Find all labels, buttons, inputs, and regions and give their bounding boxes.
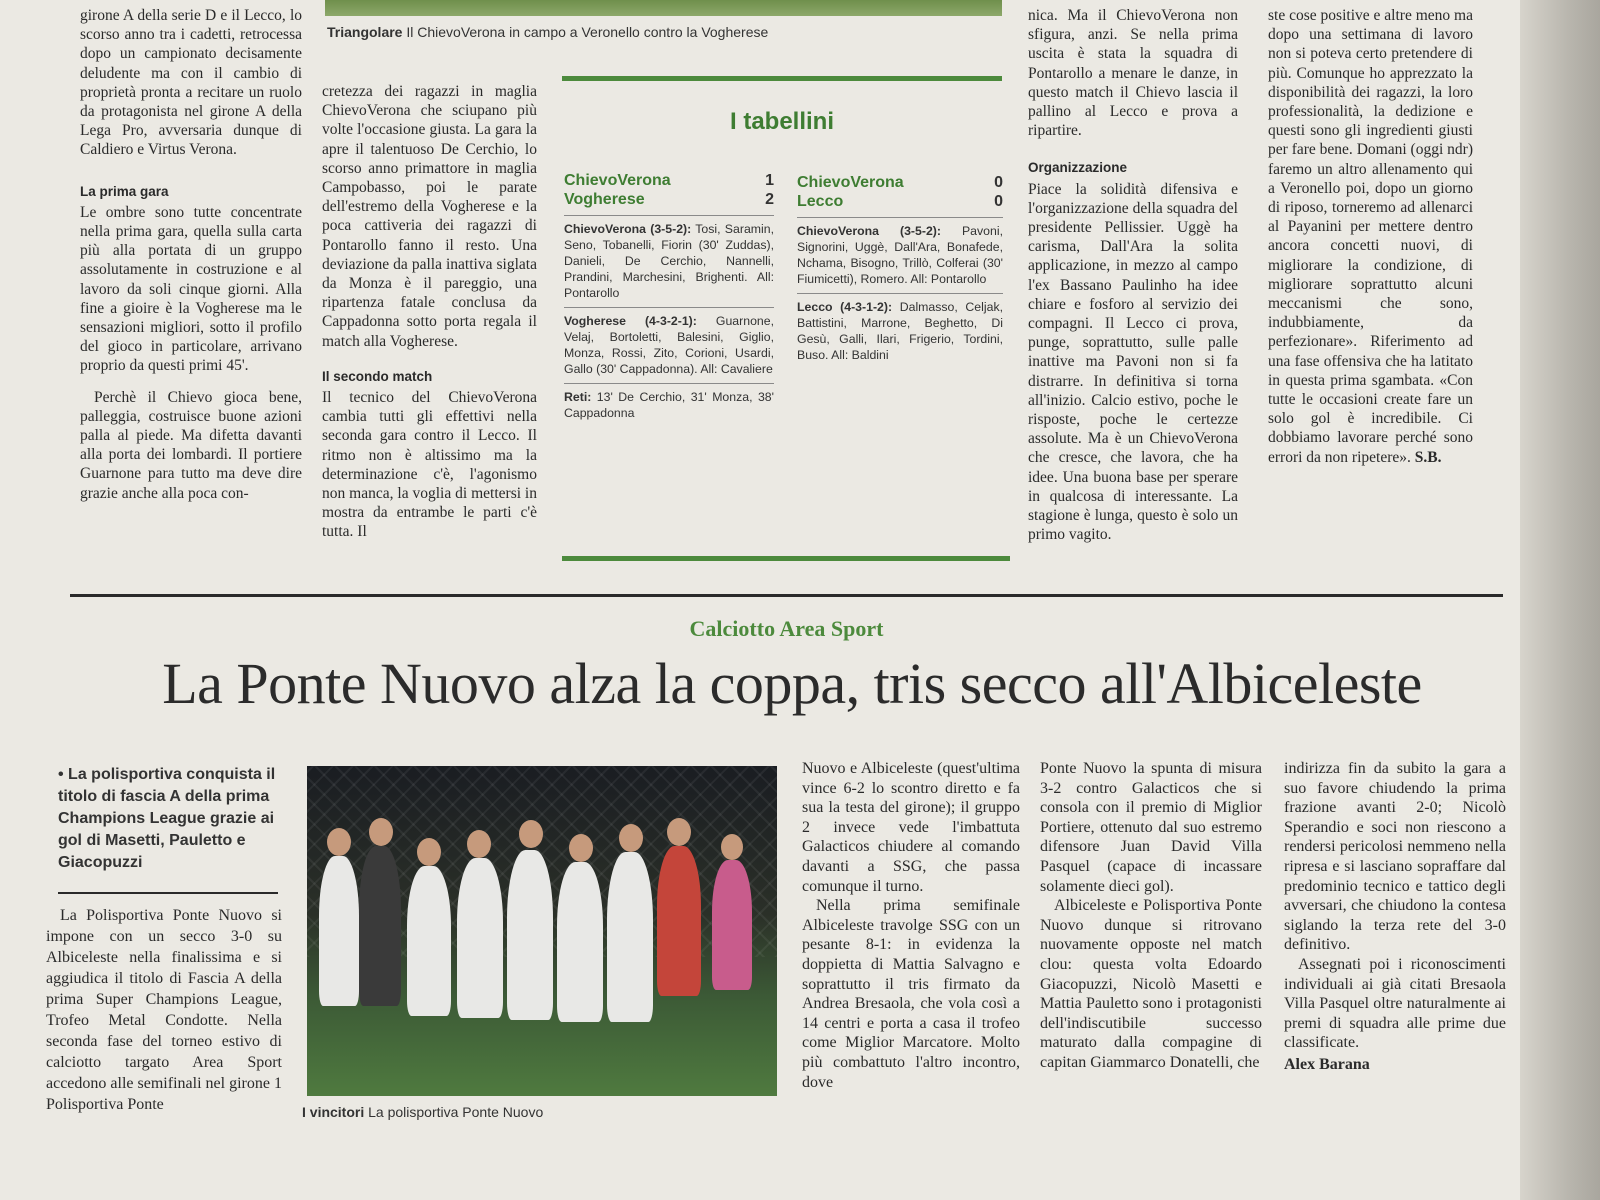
article-body-4b: Assegnati poi i riconoscimenti individuali ai già citati Bresaola Villa Pasquel oltre naturalmente ai premi di squadra alle prime due classificate. [1284,955,1506,1052]
match2-score2: 0 [994,193,1003,210]
photo-player [319,856,359,1006]
photo-player [607,852,653,1022]
article-body-2b: Nella prima semifinale Albiceleste travolge SSG con un pesante 8-1: in evidenza la doppietta di Mattia Salvagno e soprattutto il tris firmato da Andrea Bresaola, che vola così a 14 centri e porta a casa il trofeo come Miglior Marcatore. Molto più combattuto l'altro incontro, dove [802,897,1020,1091]
article-column-3 [1028,6,1238,544]
match2-lineup-2-label: Lecco (4-3-1-2): [797,300,893,314]
article-body-1: La Polisportiva Ponte Nuovo si impone con un secco 3-0 su Albiceleste nella finalissima e si aggiudica il titolo di Fascia A della prima Super Champions League, Trofeo Metal Condotte. Nella seconda fase del torneo estivo di calciotto targato Area Sport accedono alle semifinali nel girone 1 Polisportiva Ponte [46,907,282,1113]
team-photo [307,766,777,1096]
tabellini-match-2 [797,173,1003,363]
tabellini-top-rule [562,76,1002,81]
top-photo-caption [327,24,768,40]
match1-lineup-1-label: ChievoVerona (3-5-2): [564,222,692,236]
tabellini-divider [797,293,1003,294]
match1-team1: ChievoVerona [564,172,671,189]
match1-lineup-2-label: Vogherese (4-3-2-1): [564,314,697,328]
match2-score-row-2 [797,192,1003,211]
col2-subhead: Il secondo match [322,368,433,384]
tabellini-bottom-rule [562,556,1010,561]
col4-signature: S.B. [1414,448,1442,466]
article-lead: • La polisportiva conquista il titolo di fascia A della prima Champions League grazie ai gol di Masetti, Pauletto e Giacopuzzi [58,766,276,871]
page-edge-shadow [1520,0,1600,1200]
match1-goals-label: Reti: [564,390,592,404]
match2-lineup-2-text: Dalmasso, Celjak, Battistini, Marrone, Beghetto, Di Gesù, Galli, Ilari, Frigerio, Tordini, Buso. All: Baldini [797,300,1004,362]
photo-player [457,858,503,1018]
match2-score-row-1 [797,173,1003,192]
photo-player-head [667,818,691,846]
article-body-column-1 [46,905,282,1115]
photo-player-head [619,824,643,852]
match1-goals-text: 13' De Cerchio, 31' Monza, 38' Cappadonna [564,390,774,420]
byline-text: Alex Barana [1284,1055,1370,1073]
match1-lineup-2 [564,313,774,377]
match2-team2: Lecco [797,193,844,210]
match1-team2: Vogherese [564,191,645,208]
article-body-4a: indirizza fin da subito la gara a suo favore chiudendo la prima frazione avanti 2-0; Nicolò Sperandio e soci non riescono a rendersi pericolosi nemmeno nella ripresa e si lasciano sopraffare dal predominio tecnico e tattico degli avversari, che chiudono la contesa siglando la terza rete del 3-0 definitivo. [1284,760,1506,954]
article-kicker: Calciotto Area Sport [689,616,884,641]
match2-lineup-1-label: ChievoVerona (3-5-2): [797,224,941,238]
col2-paragraph-1: cretezza dei ragazzi in maglia ChievoVerona che sciupano più volte l'occasione giusta. La gara la apre il talentuoso De Cerchio, lo scorso anno primattore in maglia Campobasso, poi le parate dell'estremo della Vogherese e la poca cattiveria dei ragazzi di Pontarollo fanno il resto. Una deviazione da palla inattiva siglata da Monza è il pareggio, una ripartenza fatale conclusa da Cappadonna sotto porta regala il match alla Vogherese. [322,83,537,350]
section-divider [70,594,1503,597]
match1-score-row-1 [564,171,774,190]
col2-paragraph-2: Il tecnico del ChievoVerona cambia tutti gli effettivi nella seconda gara contro il Lecco. Il ritmo non è altissimo ma la determinazione c'è, l'agonismo non manca, la voglia di mettersi in mostra da entrambe le parti c'è tutta. Il [322,389,537,541]
tabellini-divider [564,307,774,308]
col1-paragraph-3: Perchè il Chievo gioca bene, palleggia, costruisce buone azioni palla al piede. Ma difetta davanti alla porta dei lombardi. Il portiere Guarnone para tutto ma deve dire grazie anche alla poca con- [80,388,302,502]
match2-lineup-1 [797,223,1003,287]
col1-paragraph-2: Le ombre sono tutte concentrate nella prima gara, quella sulla carta più alla portata di un gruppo assolutamente in costruzione e al lavoro da soli cinque giorni. Alla fine a gioire è la Vogherese ma le sensazioni migliori, sotto il profilo del gioco in particolare, arrivano proprio da questi primi 45'. [80,203,302,375]
article-body-2a: Nuovo e Albiceleste (quest'ultima vince 6-2 lo scontro diretto e fa sua la testa del girone); il gruppo 2 invece vede l'imbattuta Galacticos chiudere al comando davanti a SSG, che passa comunque il turno. [802,760,1020,895]
article-column-4 [1268,6,1473,467]
col1-subhead: La prima gara [80,183,169,199]
match2-team1: ChievoVerona [797,174,904,191]
col3-paragraph-1: nica. Ma il ChievoVerona non sfigura, anzi. Se nella prima uscita è stata la squadra di Pontarollo a menare le danze, in questo match il Chievo lascia il pallino al Lecco e prova a ripartire. [1028,7,1238,140]
col3-paragraph-2: Piace la solidità difensiva e l'organizzazione della squadra del presidente Pellissier. Uggè ha carisma, Dall'Ara la solita applicazione, in mezzo al campo l'ex Bassano Paulinho ha idee chiare e fosforo al servizio dei compagni. Il Lecco ci prova, punge, soprattutto, sulle palle inattive ma Pavoni non si fa distrarre. In definitiva si torna all'inizio. Calcio estivo, poche le risposte, poche le certezze assolute. Ma è un ChievoVerona che cresce, che lavora, che ha idee. Una buona base per sperare in qualcosa di interessante. La stagione è lunga, questo è solo un primo vagito. [1028,180,1238,544]
match1-score2: 2 [765,191,774,208]
photo-player-head [519,820,543,848]
tabellini-match-1 [564,171,774,421]
article-byline [1284,1055,1506,1075]
match2-lineup-2 [797,299,1003,363]
photo-player [712,860,752,990]
match1-score1: 1 [765,172,774,189]
team-photo-caption [302,1104,543,1120]
top-caption-text: Il ChievoVerona in campo a Veronello contro la Vogherese [406,24,769,40]
col1-paragraph-1: girone A della serie D e il Lecco, lo scorso anno tra i cadetti, retrocessa dopo un campionato decisamente deludente ma con il cambio di proprietà pronta a recitare un ruolo da protagonista nel girone A della Lega Pro, avversaria dunque di Caldiero e Virtus Verona. [80,7,302,159]
match1-lineup-1-text: Tosi, Saramin, Seno, Tobanelli, Fiorin (30' Zuddas), Danieli, De Cerchio, Nannelli, Prandini, Marchesini, Brighenti. All: Pontarollo [564,222,775,300]
article-headline: La Ponte Nuovo alza la coppa, tris secco all'Albiceleste [162,651,1422,716]
lead-rule [58,892,278,894]
photo-player [657,846,701,996]
photo-player-head [327,828,351,856]
match1-lineup-2-text: Guarnone, Velaj, Bortoletti, Balesini, Giglio, Monza, Rossi, Zito, Corioni, Usardi, Gallo (30' Cappadonna). All: Cavaliere [564,314,775,376]
photo-player-head [467,830,491,858]
col4-text: ste cose positive e altre meno ma dopo una settimana di lavoro non si poteva certo pretendere di più. Comunque ho apprezzato la disponibilità dei ragazzi, la loro professionalità, la dedizione e questi sono gli ingredienti giusti per fare bene. Domani (oggi ndr) faremo un altro allenamento qui a Veronello poi, dopo un giorno di riposo, torneremo ad allenarci al Payanini per mettere dentro ancora concetti nuovi, di migliorare la condizione, di migliorare soprattutto alcuni meccanismi che sono, indubbiamente, da perfezionare». Riferimento ad una fase offensiva che ha latitato in questa prima sgambata. «Con tutte le occasioni create fare un solo gol è incredibile. Ci dobbiamo lavorare perché sono errori da non ripetere». [1268,7,1473,466]
tabellini-divider [797,217,1003,218]
match1-lineup-1 [564,221,774,301]
col4-paragraph-1 [1268,6,1473,467]
match2-lineup-1-text: Pavoni, Signorini, Uggè, Dall'Ara, Bonafede, Nchama, Bisogno, Trillò, Colferai (30' Fiumicetti), Romero. All: Pontarollo [797,224,1003,286]
photo-player [359,846,401,1006]
article-column-1 [80,6,302,503]
article-body-column-4 [1284,759,1506,1075]
photo-player-head [369,818,393,846]
article-body-3a: Ponte Nuovo la spunta di misura 3-2 contro Galacticos che si consola con il premio di Miglior Portiere, ottenuto dal suo estremo difensore Juan David Villa Pasquel (capace di incassare solamente dieci gol). [1040,760,1262,895]
photo-player-head [721,834,743,860]
match1-score-row-2 [564,190,774,209]
tabellini-divider [564,215,774,216]
top-caption-label: Triangolare [327,24,403,40]
photo-player-head [569,834,593,862]
photo-caption-label: I vincitori [302,1104,365,1120]
photo-player [557,862,603,1022]
match1-goals [564,389,774,421]
photo-player [507,850,553,1020]
photo-player-head [417,838,441,866]
top-photo-strip [325,0,1002,16]
article-body-column-3 [1040,759,1262,1073]
article-body-column-2 [802,759,1020,1092]
article-column-2 [322,82,537,542]
article-body-3b: Albiceleste e Polisportiva Ponte Nuovo dunque si ritrovano nuovamente opposte nel match clou: questa volta Edoardo Giacopuzzi, Nicolò Masetti e Mattia Pauletto sono i protagonisti dell'indiscutibile successo maturato dalla compagine di capitan Giammarco Donatelli, che [1040,897,1262,1071]
match2-score1: 0 [994,174,1003,191]
photo-player [407,866,451,1016]
tabellini-title: I tabellini [729,108,834,135]
photo-caption-text: La polisportiva Ponte Nuovo [368,1104,544,1120]
col3-subhead: Organizzazione [1028,160,1128,176]
tabellini-divider [564,383,774,384]
